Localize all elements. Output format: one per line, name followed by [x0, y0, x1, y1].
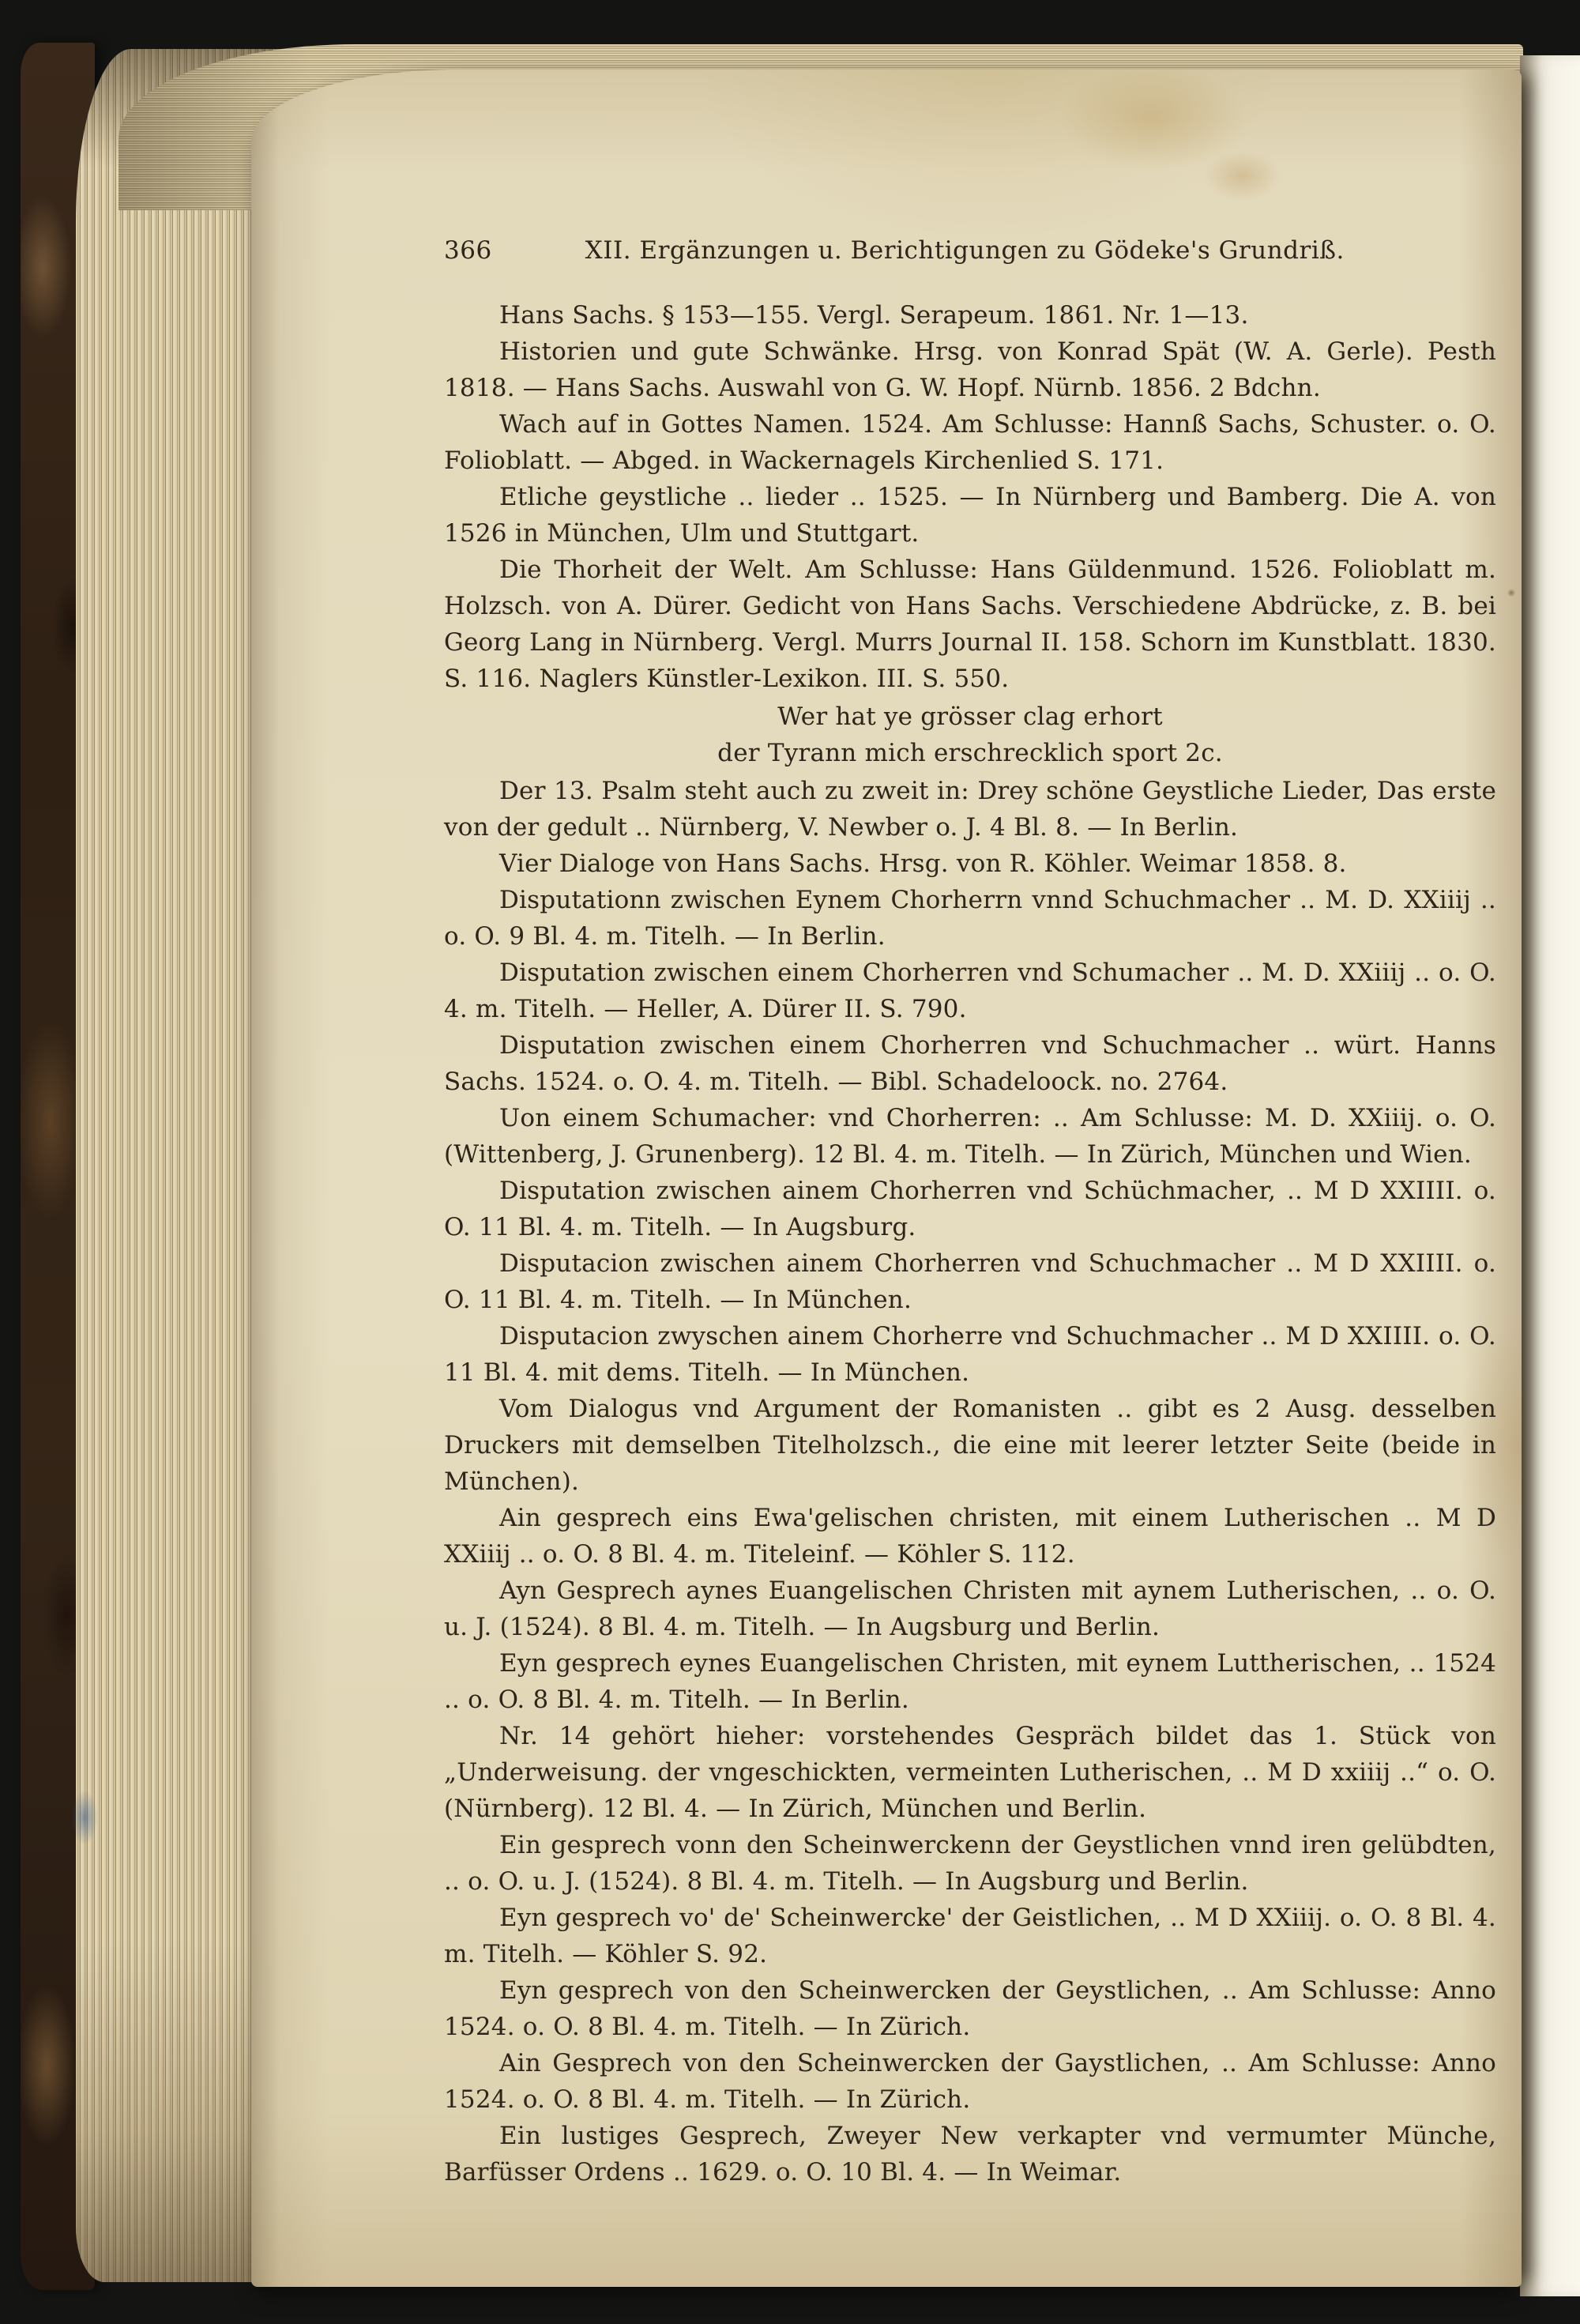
- bibliography-entry: Der 13. Psalm steht auch zu zweit in: Drey schöne Geystliche Lieder, Das erste von der gedult .. Nürnberg, V. Newber o. J. 4 Bl. 8. — In Berlin.: [444, 777, 1496, 842]
- bibliography-entry: Vom Dialogus vnd Argument der Romanisten .. gibt es 2 Ausg. desselben Druckers mit demselben Titelholzsch., die eine mit leerer letzter Seite (beide in München).: [444, 1395, 1496, 1496]
- bibliography-entry: Disputationn zwischen Eynem Chorherrn vnnd Schuchmacher .. M. D. XXiiij .. o. O. 9 Bl. 4. m. Titelh. — In Berlin.: [444, 886, 1496, 951]
- bibliography-entry: Ein gesprech vonn den Scheinwerckenn der Geystlichen vnnd iren gelübdten, .. o. O. u. J. (1524). 8 Bl. 4. m. Titelh. — In Augsburg und Berlin.: [444, 1831, 1496, 1896]
- bibliography-entry: Nr. 14 gehört hieher: vorstehendes Gespräch bildet das 1. Stück von „Underweisung. der vngeschickten, vermeinten Lutherischen, .. M D xxiiij ..“ o. O. (Nürnberg). 12 Bl. 4. — In Zürich, München und Berlin.: [444, 1722, 1496, 1823]
- bibliography-entry: Eyn gesprech vo' de' Scheinwercke' der Geistlichen, .. M D XXiiij. o. O. 8 Bl. 4. m. Titelh. — Köhler S. 92.: [444, 1904, 1496, 1968]
- bibliography-entry: Die Thorheit der Welt. Am Schlusse: Hans Güldenmund. 1526. Folioblatt m. Holzsch. von A. Dürer. Gedicht von Hans Sachs. Verschiedene Abdrücke, z. B. bei Georg Lang in Nürnberg. Vergl. Murrs Journal II. 158. Schorn im Kunstblatt. 1830. S. 116. Naglers Künstler-Lexikon. III. S. 550.: [444, 556, 1496, 693]
- bibliography-entry: Historien und gute Schwänke. Hrsg. von Konrad Spät (W. A. Gerle). Pesth 1818. — Hans Sachs. Auswahl von G. W. Hopf. Nürnb. 1856. 2 Bdchn.: [444, 337, 1496, 402]
- running-title: XII. Ergänzungen u. Berichtigungen zu Gödeke's Grundriß.: [585, 236, 1345, 265]
- bibliography-entry: Ain Gesprech von den Scheinwercken der Gaystlichen, .. Am Schlusse: Anno 1524. o. O. 8 Bl. 4. m. Titelh. — In Zürich.: [444, 2049, 1496, 2114]
- bibliography-entry: Eyn gesprech von den Scheinwercken der Geystlichen, .. Am Schlusse: Anno 1524. o. O. 8 Bl. 4. m. Titelh. — In Zürich.: [444, 1976, 1496, 2041]
- bibliography-entry: Uon einem Schumacher: vnd Chorherren: .. Am Schlusse: M. D. XXiiij. o. O. (Wittenberg, J. Grunenberg). 12 Bl. 4. m. Titelh. — In Zürich, München und Wien.: [444, 1104, 1496, 1169]
- bibliography-entry: Ayn Gesprech aynes Euangelischen Christen mit aynem Lutherischen, .. o. O. u. J. (1524). 8 Bl. 4. m. Titelh. — In Augsburg und Berlin.: [444, 1576, 1496, 1641]
- bibliography-entry: Disputacion zwyschen ainem Chorherre vnd Schuchmacher .. M D XXIIII. o. O. 11 Bl. 4. mit dems. Titelh. — In München.: [444, 1322, 1496, 1387]
- bibliography-entry: Ein lustiges Gesprech, Zweyer New verkapter vnd vermumter Münche, Barfüsser Ordens .. 1629. o. O. 10 Bl. 4. — In Weimar.: [444, 2122, 1496, 2187]
- bibliography-entry: Disputacion zwischen ainem Chorherren vnd Schuchmacher .. M D XXIIII. o. O. 11 Bl. 4. m. Titelh. — In München.: [444, 1249, 1496, 1314]
- bibliography-entry: Hans Sachs. § 153—155. Vergl. Serapeum. 1861. Nr. 1—13.: [499, 301, 1249, 330]
- verse-quotation: [444, 699, 1496, 771]
- bibliography-entry: Disputation zwischen einem Chorherren vnd Schuchmacher .. würt. Hanns Sachs. 1524. o. O. 4. m. Titelh. — Bibl. Schadeloock. no. 2764.: [444, 1031, 1496, 1096]
- page-number: 366: [444, 236, 492, 265]
- verse-line: der Tyrann mich erschrecklich sport 2c.: [717, 739, 1223, 767]
- page-header: [444, 232, 1496, 269]
- bibliography-entry: Disputation zwischen einem Chorherren vnd Schumacher .. M. D. XXiiij .. o. O. 4. m. Titelh. — Heller, A. Dürer II. S. 790.: [444, 959, 1496, 1023]
- page-text-block: [444, 232, 1496, 2190]
- book-page: [251, 70, 1522, 2287]
- verse-line: Wer hat ye grösser clag erhort: [777, 702, 1163, 731]
- bibliography-entry: Etliche geystliche .. lieder .. 1525. — In Nürnberg und Bamberg. Die A. von 1526 in München, Ulm und Stuttgart.: [444, 483, 1496, 548]
- next-page-fore-edge: [1520, 55, 1580, 2296]
- bibliography-entry: Disputation zwischen ainem Chorherren vnd Schüchmacher, .. M D XXIIII. o. O. 11 Bl. 4. m. Titelh. — In Augsburg.: [444, 1177, 1496, 1241]
- bibliography-entry: Vier Dialoge von Hans Sachs. Hrsg. von R. Köhler. Weimar 1858. 8.: [499, 849, 1347, 878]
- bibliography-entry: Eyn gesprech eynes Euangelischen Christen, mit eynem Luttherischen, .. 1524 .. o. O. 8 Bl. 4. m. Titelh. — In Berlin.: [444, 1649, 1496, 1714]
- page-edge-blue-stain: [66, 1780, 103, 1855]
- bibliography-entry: Wach auf in Gottes Namen. 1524. Am Schlusse: Hannß Sachs, Schuster. o. O. Folioblatt. — Abged. in Wackernagels Kirchenlied S. 171.: [444, 410, 1496, 475]
- bibliography-entry: Ain gesprech eins Ewa'gelischen christen, mit einem Lutherischen .. M D XXiiij .. o. O. 8 Bl. 4. m. Titeleinf. — Köhler S. 112.: [444, 1504, 1496, 1569]
